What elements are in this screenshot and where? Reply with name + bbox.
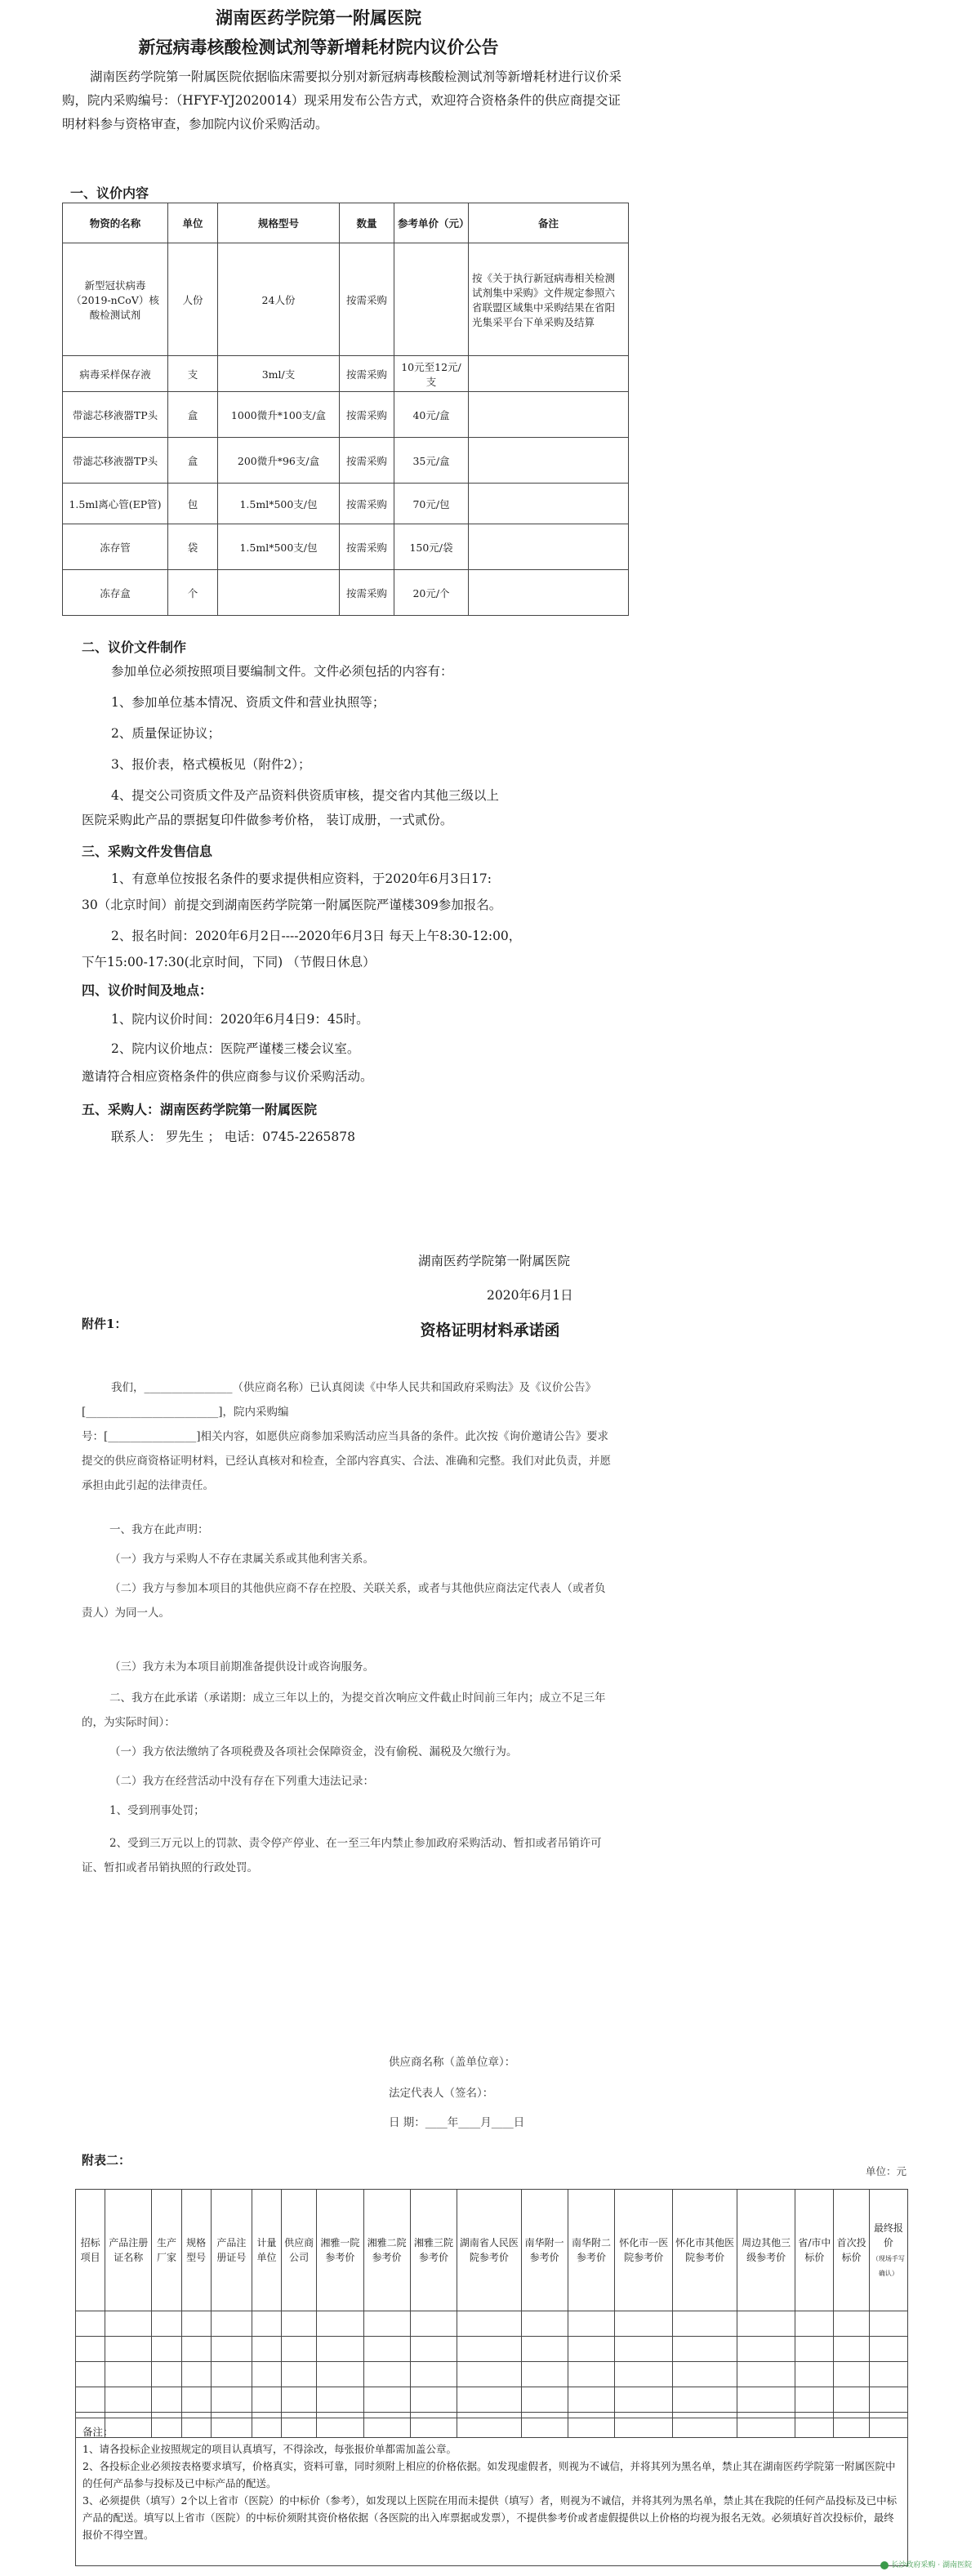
form-cell[interactable]: [252, 2387, 281, 2413]
form-cell[interactable]: [795, 2387, 834, 2413]
item-spec: [218, 570, 340, 616]
form-cell[interactable]: [869, 2311, 907, 2337]
form-cell[interactable]: [76, 2337, 105, 2362]
section4-line: 邀请符合相应资格条件的供应商参与议价采购活动。: [82, 1069, 373, 1084]
form-cell[interactable]: [181, 2387, 211, 2413]
pledge-item: （二）我方与参加本项目的其他供应商不存在控股、关联关系，或者与其他供应商法定代表人（或者负责人）为同一人。: [82, 1582, 606, 1620]
form-cell[interactable]: [317, 2387, 363, 2413]
item-price: 70元/包: [394, 484, 469, 524]
pledge-item: （二）我方在经营活动中没有存在下列重大违法记录：: [109, 1775, 374, 1788]
form-cell[interactable]: [152, 2362, 181, 2387]
form-cell[interactable]: [457, 2337, 521, 2362]
note-line: 2、各投标企业必须按表格要求填写，价格真实，资料可靠，同时须附上相应的价格依据。如发现虚假者，则视为不诚信，并将其列为黑名单，禁止其在湖南医药学院第一附属医院中的任何产品参与投标及已中标产品的配送。: [82, 2460, 896, 2489]
item-unit: 袋: [168, 524, 218, 570]
form-col-header: 首次投标价: [834, 2190, 869, 2311]
form-cell[interactable]: [105, 2311, 152, 2337]
form-cell[interactable]: [105, 2362, 152, 2387]
form-cell[interactable]: [869, 2362, 907, 2387]
item-price: 150元/袋: [394, 524, 469, 570]
form-col-header: 供应商公司: [282, 2190, 317, 2311]
pledge-para-a: 我们，________________（供应商名称）已认真阅读《中华人民共和国政府采购法》及《议价公告》[________________________]，院内采购编: [82, 1381, 596, 1419]
form-cell[interactable]: [737, 2311, 795, 2337]
form-cell[interactable]: [317, 2337, 363, 2362]
form-cell[interactable]: [252, 2362, 281, 2387]
item-qty: 按需采购: [340, 392, 394, 438]
form-col-header: 怀化市其他医院参考价: [673, 2190, 737, 2311]
item-name: 冻存盒: [63, 570, 168, 616]
form-cell[interactable]: [282, 2387, 317, 2413]
item-name: 带滤芯移液器TP头: [63, 438, 168, 484]
item-spec: 1000微升*100支/盒: [218, 392, 340, 438]
form-cell[interactable]: [834, 2387, 869, 2413]
watermark-text: 长沙政府采购 · 湖南医院: [891, 2561, 972, 2569]
quote-items-table: [62, 203, 629, 616]
form-row: [76, 2337, 908, 2362]
form-col-header: 周边其他三级参考价: [737, 2190, 795, 2311]
form-col-header: 南华附二参考价: [568, 2190, 614, 2311]
form-col-header: 计量单位: [252, 2190, 281, 2311]
form-cell[interactable]: [410, 2337, 457, 2362]
section2-line: 医院采购此产品的票据复印件做参考价格， 装订成册，一式贰份。: [82, 813, 453, 827]
item-unit: 包: [168, 484, 218, 524]
item-price: 10元至12元/支: [394, 356, 469, 392]
sign-supplier: 供应商名称（盖单位章）：: [389, 2056, 516, 2069]
form-cell[interactable]: [363, 2362, 410, 2387]
form-cell[interactable]: [521, 2387, 568, 2413]
item-price: 35元/盒: [394, 438, 469, 484]
section3-line: 2、报名时间：2020年6月2日----2020年6月3日 每天上午8:30-12:00，: [111, 929, 522, 943]
form-col-header: 湘雅一院参考价: [317, 2190, 363, 2311]
section1-title: 一、议价内容: [70, 185, 149, 201]
signature-org: 湖南医药学院第一附属医院: [418, 1254, 571, 1268]
item-unit: 个: [168, 570, 218, 616]
item-price: 20元/个: [394, 570, 469, 616]
item-note: [469, 484, 629, 524]
form-row: [76, 2387, 908, 2413]
section5-title: 五、采购人：湖南医药学院第一附属医院: [82, 1102, 318, 1117]
item-qty: 按需采购: [340, 356, 394, 392]
form-cell[interactable]: [76, 2362, 105, 2387]
item-name: 带滤芯移液器TP头: [63, 392, 168, 438]
form-cell[interactable]: [105, 2337, 152, 2362]
pledge-item: 二、我方在此承诺（承诺期：成立三年以上的，为提交首次响应文件截止时间前三年内；成立不足三年的，为实际时间）：: [82, 1691, 606, 1729]
section3-title: 三、采购文件发售信息: [82, 844, 213, 859]
form-cell[interactable]: [737, 2362, 795, 2387]
item-price: 40元/盒: [394, 392, 469, 438]
form-cell[interactable]: [76, 2311, 105, 2337]
form-cell[interactable]: [521, 2337, 568, 2362]
form-cell[interactable]: [568, 2387, 614, 2413]
section2-title: 二、议价文件制作: [82, 640, 187, 655]
form-col-header: 规格型号: [181, 2190, 211, 2311]
form-cell[interactable]: [76, 2387, 105, 2413]
form-cell[interactable]: [252, 2311, 281, 2337]
col-header-note: 备注: [469, 203, 629, 243]
item-note: [469, 356, 629, 392]
form-cell[interactable]: [673, 2387, 737, 2413]
form-cell[interactable]: [673, 2362, 737, 2387]
table-row: [63, 570, 629, 616]
form-col-header: 湖南省人民医院参考价: [457, 2190, 521, 2311]
form-cell[interactable]: [615, 2387, 673, 2413]
form-cell[interactable]: [410, 2362, 457, 2387]
form-row: [76, 2311, 908, 2337]
section3-line: 1、有意单位按报名条件的要求提供相应资料，于2020年6月3日17:: [111, 871, 492, 886]
form-row: [76, 2362, 908, 2387]
item-name: 1.5ml离心管(EP管): [63, 484, 168, 524]
item-note: [469, 392, 629, 438]
form-cell[interactable]: [521, 2362, 568, 2387]
item-note: [469, 570, 629, 616]
item-qty: 按需采购: [340, 484, 394, 524]
notice-title-line1: 湖南医药学院第一附属医院: [216, 8, 421, 28]
form-col-header: 产品注册证名称: [105, 2190, 152, 2311]
form-cell[interactable]: [834, 2337, 869, 2362]
form-cell[interactable]: [211, 2362, 252, 2387]
col-header-price: 参考单价（元）: [394, 203, 469, 243]
form-cell[interactable]: [834, 2362, 869, 2387]
form-cell[interactable]: [615, 2337, 673, 2362]
attachment2-label: 附表二：: [82, 2153, 131, 2168]
pledge-item: 1、受到刑事处罚；: [109, 1804, 205, 1817]
section3-line: 30（北京时间）前提交到湖南医药学院第一附属医院严谨楼309参加报名。: [82, 898, 502, 912]
form-cell[interactable]: [211, 2311, 252, 2337]
form-cell[interactable]: [363, 2387, 410, 2413]
pledge-item: （三）我方未为本项目前期准备提供设计或咨询服务。: [109, 1660, 374, 1674]
form-cell[interactable]: [834, 2311, 869, 2337]
item-qty: 按需采购: [340, 243, 394, 356]
item-spec: 200微升*96支/盒: [218, 438, 340, 484]
pledge-para-b: 号：[________________]相关内容，如愿供应商参加采购活动应当具备的条件。此次按《询价邀请公告》要求提交的供应商资格证明材料，已经认真核对和检查，全部内容真实、合法、准确和完整。我们对此负责，并愿承担由此引起的法律责任。: [82, 1430, 611, 1492]
item-unit: 盒: [168, 438, 218, 484]
section2-line: 3、报价表，格式模板见（附件2）；: [111, 757, 311, 772]
form-cell[interactable]: [568, 2362, 614, 2387]
form-cell[interactable]: [795, 2337, 834, 2362]
item-note: 按《关于执行新冠病毒相关检测试剂集中采购》文件规定参照六省联盟区域集中采购结果在省阳光集采平台下单采购及结算: [469, 243, 629, 356]
form-cell[interactable]: [410, 2311, 457, 2337]
attachment1-label: 附件1：: [82, 1317, 127, 1331]
watermark-logo-icon: [880, 2561, 889, 2569]
note-line: 3、必须提供（填写）2个以上省市（医院）的中标价（参考），如发现以上医院在用而未提供（填写）者，则视为不诚信，并将其列为黑名单，禁止其在我院的任何产品投标及已中标产品的配送。填写以上省市（医院）的中标价须附其资价格依据（各医院的出入库票据或发票），不提供参考价或者虚假提供以上价格的均视为报名无效。必须填好首次投标价，最终报价不得空置。: [82, 2494, 898, 2541]
sign-date: 日 期：____年____月____日: [389, 2116, 525, 2129]
form-cell[interactable]: [521, 2311, 568, 2337]
col-header-name: 物资的名称: [63, 203, 168, 243]
item-qty: 按需采购: [340, 438, 394, 484]
form-col-header: 产品注册证号: [211, 2190, 252, 2311]
contact-line: 联系人： 罗先生 ； 电话：0745-2265878: [111, 1130, 355, 1144]
form-col-header: 怀化市一医院参考价: [615, 2190, 673, 2311]
col-header-qty: 数量: [340, 203, 394, 243]
pledge-item: 一、我方在此声明：: [109, 1523, 209, 1536]
form-cell[interactable]: [673, 2337, 737, 2362]
form-cell[interactable]: [181, 2311, 211, 2337]
item-name: 病毒采样保存液: [63, 356, 168, 392]
form-cell[interactable]: [252, 2337, 281, 2362]
col-header-unit: 单位: [168, 203, 218, 243]
section4-line: 2、院内议价地点：医院严谨楼三楼会议室。: [111, 1041, 360, 1056]
form-cell[interactable]: [737, 2337, 795, 2362]
section2-line: 参加单位必须按照项目要编制文件。文件必须包括的内容有：: [111, 664, 453, 679]
form-cell[interactable]: [457, 2387, 521, 2413]
item-name: 冻存管: [63, 524, 168, 570]
item-spec: 1.5ml*500支/包: [218, 484, 340, 524]
item-qty: 按需采购: [340, 570, 394, 616]
attachment1-title: 资格证明材料承诺函: [420, 1321, 560, 1339]
pledge-item: 2、受到三万元以上的罚款、责令停产停业、在一至三年内禁止参加政府采购活动、暂扣或者吊销许可证、暂扣或者吊销执照的行政处罚。: [82, 1837, 602, 1874]
item-spec: 3ml/支: [218, 356, 340, 392]
form-cell[interactable]: [363, 2337, 410, 2362]
form-cell[interactable]: [615, 2362, 673, 2387]
form-notes: [75, 2418, 908, 2566]
item-unit: 人份: [168, 243, 218, 356]
section3-line: 下午15:00-17:30(北京时间，下同) （节假日休息）: [82, 955, 376, 969]
signature-date: 2020年6月1日: [487, 1288, 573, 1303]
pledge-item: （一）我方依法缴纳了各项税费及各项社会保障资金，没有偷税、漏税及欠缴行为。: [109, 1745, 518, 1758]
section2-line: 2、质量保证协议；: [111, 726, 220, 741]
form-cell[interactable]: [152, 2311, 181, 2337]
note-line: 备注：: [82, 2426, 114, 2438]
form-cell[interactable]: [795, 2311, 834, 2337]
sign-representative: 法定代表人（签名）：: [389, 2087, 494, 2100]
table-row: [63, 484, 629, 524]
form-col-header-final: [869, 2190, 907, 2311]
form-cell[interactable]: [282, 2311, 317, 2337]
form-cell[interactable]: [282, 2337, 317, 2362]
unit-label: 单位：元: [866, 2165, 907, 2177]
table-row: [63, 243, 629, 356]
section4-title: 四、议价时间及地点：: [82, 983, 213, 998]
col-header-spec: 规格型号: [218, 203, 340, 243]
item-unit: 支: [168, 356, 218, 392]
item-price: [394, 243, 469, 356]
form-cell[interactable]: [869, 2337, 907, 2362]
form-cell[interactable]: [105, 2387, 152, 2413]
item-unit: 盒: [168, 392, 218, 438]
final-price-note: （现场手写确认）: [871, 2255, 905, 2277]
form-cell[interactable]: [282, 2362, 317, 2387]
table-row: [63, 524, 629, 570]
form-cell[interactable]: [152, 2387, 181, 2413]
form-cell[interactable]: [568, 2337, 614, 2362]
watermark: [880, 2559, 972, 2569]
table-header-row: [63, 203, 629, 243]
form-col-header: 省/市中标价: [795, 2190, 834, 2311]
form-cell[interactable]: [181, 2337, 211, 2362]
section4-line: 1、院内议价时间：2020年6月4日9：45时。: [111, 1012, 369, 1027]
note-line: 1、请各投标企业按照规定的项目认真填写，不得涂改，每张报价单都需加盖公章。: [82, 2443, 457, 2455]
form-cell[interactable]: [568, 2311, 614, 2337]
final-price-label: 最终报价: [873, 2222, 903, 2248]
form-cell[interactable]: [737, 2387, 795, 2413]
form-col-header: 招标项目: [76, 2190, 105, 2311]
form-cell[interactable]: [363, 2311, 410, 2337]
table-row: [63, 438, 629, 484]
form-cell[interactable]: [795, 2362, 834, 2387]
form-col-header: 南华附一参考价: [521, 2190, 568, 2311]
form-cell[interactable]: [615, 2311, 673, 2337]
form-cell[interactable]: [152, 2337, 181, 2362]
form-col-header: 生产厂家: [152, 2190, 181, 2311]
form-cell[interactable]: [410, 2387, 457, 2413]
item-note: [469, 524, 629, 570]
form-header-row: [76, 2190, 908, 2311]
item-name: 新型冠状病毒（2019-nCoV）核酸检测试剂: [63, 243, 168, 356]
form-cell[interactable]: [317, 2311, 363, 2337]
form-cell[interactable]: [211, 2387, 252, 2413]
form-col-header: 湘雅三院参考价: [410, 2190, 457, 2311]
form-col-header: 湘雅二院参考价: [363, 2190, 410, 2311]
form-cell[interactable]: [457, 2362, 521, 2387]
form-cell[interactable]: [211, 2337, 252, 2362]
form-cell[interactable]: [457, 2311, 521, 2337]
form-cell[interactable]: [317, 2362, 363, 2387]
form-cell[interactable]: [181, 2362, 211, 2387]
item-spec: 1.5ml*500支/包: [218, 524, 340, 570]
section2-line: 1、参加单位基本情况、资质文件和营业执照等；: [111, 695, 385, 710]
form-cell[interactable]: [673, 2311, 737, 2337]
table-row: [63, 392, 629, 438]
notice-title-line2: 新冠病毒核酸检测试剂等新增耗材院内议价公告: [138, 38, 499, 57]
item-spec: 24人份: [218, 243, 340, 356]
form-cell[interactable]: [869, 2387, 907, 2413]
price-form-table: [75, 2189, 908, 2438]
table-row: [63, 356, 629, 392]
pledge-item: （一）我方与采购人不存在隶属关系或其他利害关系。: [109, 1553, 374, 1566]
item-qty: 按需采购: [340, 524, 394, 570]
section2-line: 4、提交公司资质文件及产品资料供资质审核，提交省内其他三级以上: [111, 788, 499, 803]
intro-paragraph: 湖南医药学院第一附属医院依据临床需要拟分别对新冠病毒核酸检测试剂等新增耗材进行议价采购，院内采购编号：（HFYF-YJ2020014）现采用发布公告方式，欢迎符合资格条件的供应商提交证明材料参与资格审查，参加院内议价采购活动。: [62, 69, 622, 131]
item-note: [469, 438, 629, 484]
